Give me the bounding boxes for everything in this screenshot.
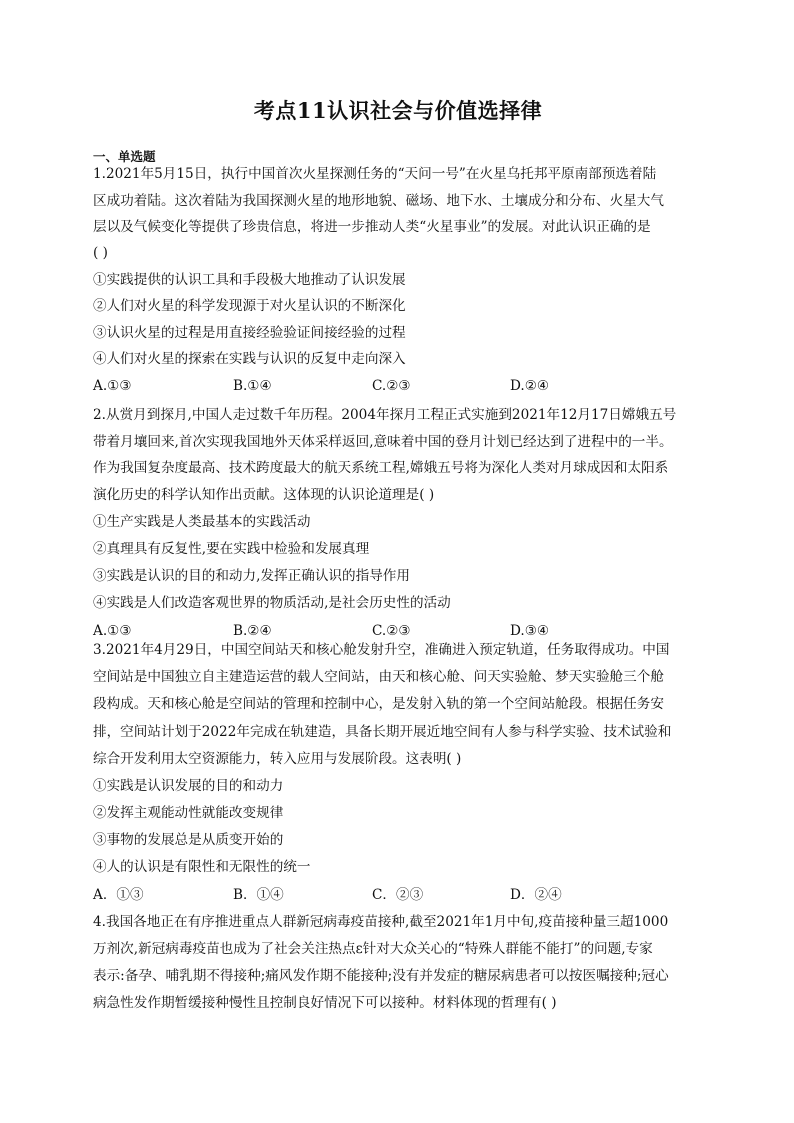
- question-1-line-4: ( ): [93, 245, 108, 261]
- question-4-line-1: 4.我国各地正在有序推进重点人群新冠病毒疫苗接种,截至2021年1月中旬,疫苗接种量三超1000: [93, 914, 669, 930]
- question-3-line-5: 综合开发利用太空资源能力，转入应用与发展阶段。这表明( ): [93, 751, 462, 767]
- question-1-item-1: ①实践提供的认识工具和手段极大地推动了认识发展: [93, 272, 406, 288]
- question-3-line-3: 段构成。天和核心舱是空间站的管理和控制中心，是发射入轨的第一个空间站舱段。根据任务安: [93, 696, 664, 712]
- question-2-item-4: ④实践是人们改造客观世界的物质活动,是社会历史性的活动: [93, 595, 451, 611]
- question-1-line-1: 1.2021年5月15日，执行中国首次火星探测任务的“天问一号”在火星乌托邦平原南部预选着陆: [93, 166, 657, 182]
- question-3-item-1: ①实践是认识发展的目的和动力: [93, 778, 284, 794]
- section-heading: 一、单选题: [93, 149, 156, 164]
- question-3-option-c[interactable]: C．②③: [372, 887, 424, 903]
- page-title: 考点11认识社会与价值选择律: [253, 98, 543, 123]
- question-1-option-b[interactable]: B.①④: [233, 378, 272, 394]
- question-3-line-4: 排，空间站计划于2022年完成在轨建造，具备长期开展近地空间有人参与科学实验、技术试验和: [93, 724, 672, 740]
- question-3-item-3: ③事物的发展总是从质变开始的: [93, 832, 284, 848]
- question-2-line-1: 2.从赏月到探月,中国人走过数千年历程。2004年探月工程正式实施到2021年12月17日嫦娥五号: [93, 407, 677, 423]
- question-1-item-3: ③认识火星的过程是用直接经验验证间接经验的过程: [93, 325, 406, 341]
- question-4-line-2: 万剂次,新冠病毒疫苗也成为了社会关注热点ε针对大众关心的“特殊人群能不能打”的问题,专家: [93, 941, 653, 957]
- question-1-line-2: 区成功着陆。这次着陆为我国探测火星的地形地貌、磁场、地下水、土壤成分和分布、火星大气: [93, 193, 664, 209]
- question-2-option-d[interactable]: D.③④: [510, 623, 550, 639]
- question-4-line-3: 表示:备孕、哺乳期不得接种;痛风发作期不能接种;没有并发症的糖尿病患者可以按医嘱接种;冠心: [93, 968, 669, 984]
- question-2-item-3: ③实践是认识的目的和动力,发挥正确认识的指导作用: [93, 568, 410, 584]
- question-3-line-1: 3.2021年4月29日，中国空间站天和核心舱发射升空，准确进入预定轨道，任务取得成功。中国: [93, 642, 670, 658]
- question-2-option-c[interactable]: C.②③: [372, 623, 411, 639]
- question-3-option-a[interactable]: A．①③: [93, 887, 144, 903]
- question-1-option-c[interactable]: C.②③: [372, 378, 411, 394]
- question-3-item-4: ④人的认识是有限性和无限性的统一: [93, 859, 311, 875]
- question-2-option-b[interactable]: B.②④: [233, 623, 272, 639]
- question-3-option-d[interactable]: D．②④: [510, 887, 562, 903]
- question-2-item-1: ①生产实践是人类最基本的实践活动: [93, 514, 311, 530]
- question-2-line-4: 演化历史的科学认知作出贡献。这体现的认识论道理是( ): [93, 487, 435, 503]
- question-3-option-b[interactable]: B．①④: [233, 887, 284, 903]
- question-4-line-4: 病急性发作期暂缓接种慢性且控制良好情况下可以接种。材料体现的哲理有( ): [93, 995, 557, 1011]
- question-3-item-2: ②发挥主观能动性就能改变规律: [93, 805, 284, 821]
- question-2-option-a[interactable]: A.①③: [93, 623, 132, 639]
- question-2-item-2: ②真理具有反复性,要在实践中检验和发展真理: [93, 541, 370, 557]
- question-2-line-3: 作为我国复杂度最高、技术跨度最大的航天系统工程,嫦娥五号将为深化人类对月球成因和太阳系: [93, 460, 669, 476]
- question-1-item-4: ④人们对火星的探索在实践与认识的反复中走向深入: [93, 351, 406, 367]
- question-1-line-3: 层以及气候变化等提供了珍贵信息，将进一步推动人类“火星事业”的发展。对此认识正确的是: [93, 219, 651, 235]
- question-1-item-2: ②人们对火星的科学发现源于对火星认识的不断深化: [93, 298, 406, 314]
- question-2-line-2: 带着月壤回来,首次实现我国地外天体采样返回,意味着中国的登月计划已经达到了进程中的一半。: [93, 434, 673, 450]
- question-1-option-a[interactable]: A.①③: [93, 378, 132, 394]
- question-3-line-2: 空间站是中国独立自主建造运营的载人空间站，由天和核心舱、问天实验舱、梦天实验舱三个舱: [93, 669, 664, 685]
- question-1-option-d[interactable]: D.②④: [510, 378, 550, 394]
